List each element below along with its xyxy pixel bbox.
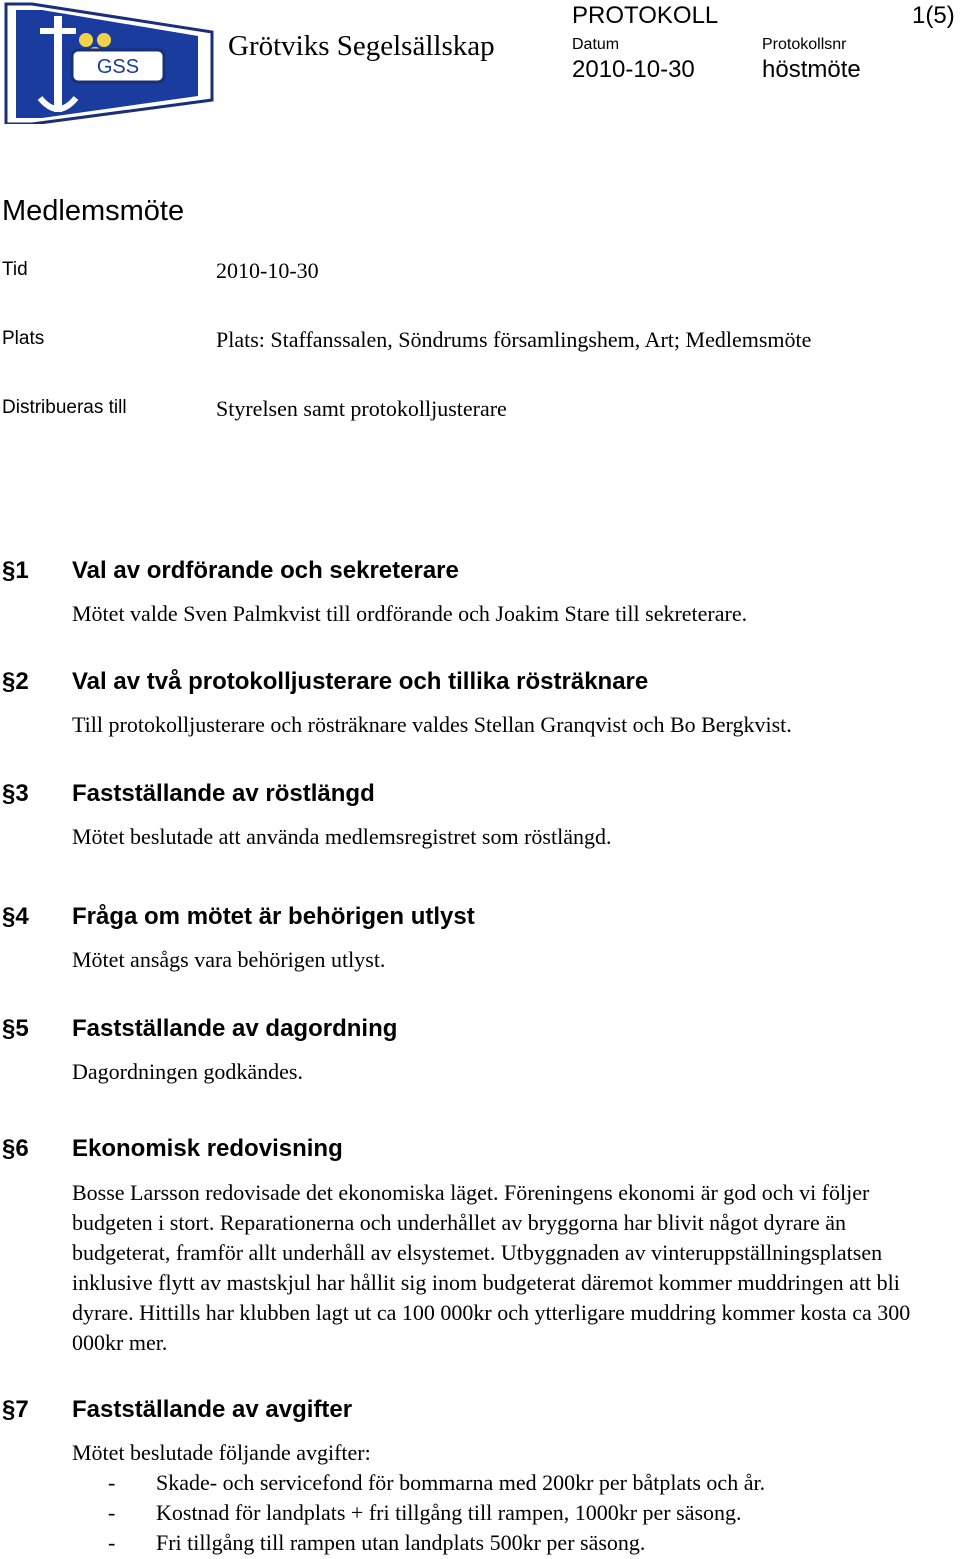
- list-bullet: -: [108, 1530, 116, 1555]
- section-paragraph: Bosse Larsson redovisade det ekonomiska läget. Föreningens ekonomi är god och vi följer budgeten i stort. Reparationerna och underhållet av bryggorna har blivit något dyrare än budgeterat, framför allt underhåll av elsystemet. Utbyggnaden av vinteruppställningsplatsen inklusive flytt av mastskjul har hållit sig inom budgeterat däremot kommer muddringen att bli dyrare. Hittills har klubben lagt ut ca 100 000kr och ytterligare muddring kommer kosta ca 300 000kr mer.: [72, 1180, 911, 1355]
- svg-text:GSS: GSS: [96, 56, 140, 78]
- section-text: Till protokolljusterare och rösträknare valdes Stellan Granqvist och Bo Bergkvist.: [72, 712, 792, 737]
- section-title: Val av ordförande och sekreterare: [72, 557, 459, 584]
- info-value-time: 2010-10-30: [216, 258, 319, 283]
- doc-type: PROTOKOLL: [572, 2, 719, 29]
- fee-list-item: [108, 1498, 742, 1528]
- date-label: Datum: [572, 36, 620, 53]
- section-number: §6: [2, 1135, 29, 1162]
- section-text: Mötet beslutade följande avgifter:: [72, 1440, 371, 1465]
- fee-item-text: Kostnad för landplats + fri tillgång till rampen, 1000kr per säsong.: [156, 1500, 742, 1525]
- section-text: Mötet ansågs vara behörigen utlyst.: [72, 947, 386, 972]
- info-label-place: Plats: [2, 328, 45, 349]
- section-title: Ekonomisk redovisning: [72, 1135, 343, 1162]
- protocol-label: Protokollsnr: [762, 36, 847, 53]
- info-value-distribution: Styrelsen samt protokolljusterare: [216, 396, 507, 421]
- date-value: 2010-10-30: [572, 56, 695, 83]
- section-title: Fastställande av avgifter: [72, 1396, 353, 1423]
- section-number: §4: [2, 903, 29, 930]
- section-number: §5: [2, 1015, 29, 1042]
- meeting-title: Medlemsmöte: [2, 195, 185, 227]
- section-number: §1: [2, 557, 29, 584]
- section-text: Mötet valde Sven Palmkvist till ordförande och Joakim Stare till sekreterare.: [72, 601, 748, 626]
- section-title: Val av två protokolljusterare och tillika rösträknare: [72, 668, 649, 695]
- section-text: Dagordningen godkändes.: [72, 1059, 303, 1084]
- info-value-place: Plats: Staffanssalen, Söndrums församlingshem, Art; Medlemsmöte: [216, 327, 812, 352]
- section-number: §7: [2, 1396, 29, 1423]
- protocol-value: höstmöte: [762, 56, 861, 83]
- page-number: 1(5): [912, 2, 955, 29]
- section-number: §3: [2, 780, 29, 807]
- info-label-time: Tid: [2, 259, 28, 280]
- section-title: Fastställande av röstlängd: [72, 780, 375, 807]
- fee-item-text: Fri tillgång till rampen utan landplats 500kr per säsong.: [156, 1530, 646, 1555]
- club-logo: [2, 2, 217, 124]
- section-number: §2: [2, 668, 29, 695]
- fee-list-item: [108, 1528, 645, 1558]
- list-bullet: -: [108, 1500, 116, 1525]
- org-name: Grötviks Segelsällskap: [228, 30, 495, 62]
- fee-item-text: Skade- och servicefond för bommarna med 200kr per båtplats och år.: [156, 1470, 766, 1495]
- fee-list-item: [108, 1468, 765, 1498]
- info-label-distribution: Distribueras till: [2, 397, 127, 418]
- section-title: Fråga om mötet är behörigen utlyst: [72, 903, 475, 930]
- section-title: Fastställande av dagordning: [72, 1015, 398, 1042]
- list-bullet: -: [108, 1470, 116, 1495]
- section-text: Mötet beslutade att använda medlemsregistret som röstlängd.: [72, 824, 612, 849]
